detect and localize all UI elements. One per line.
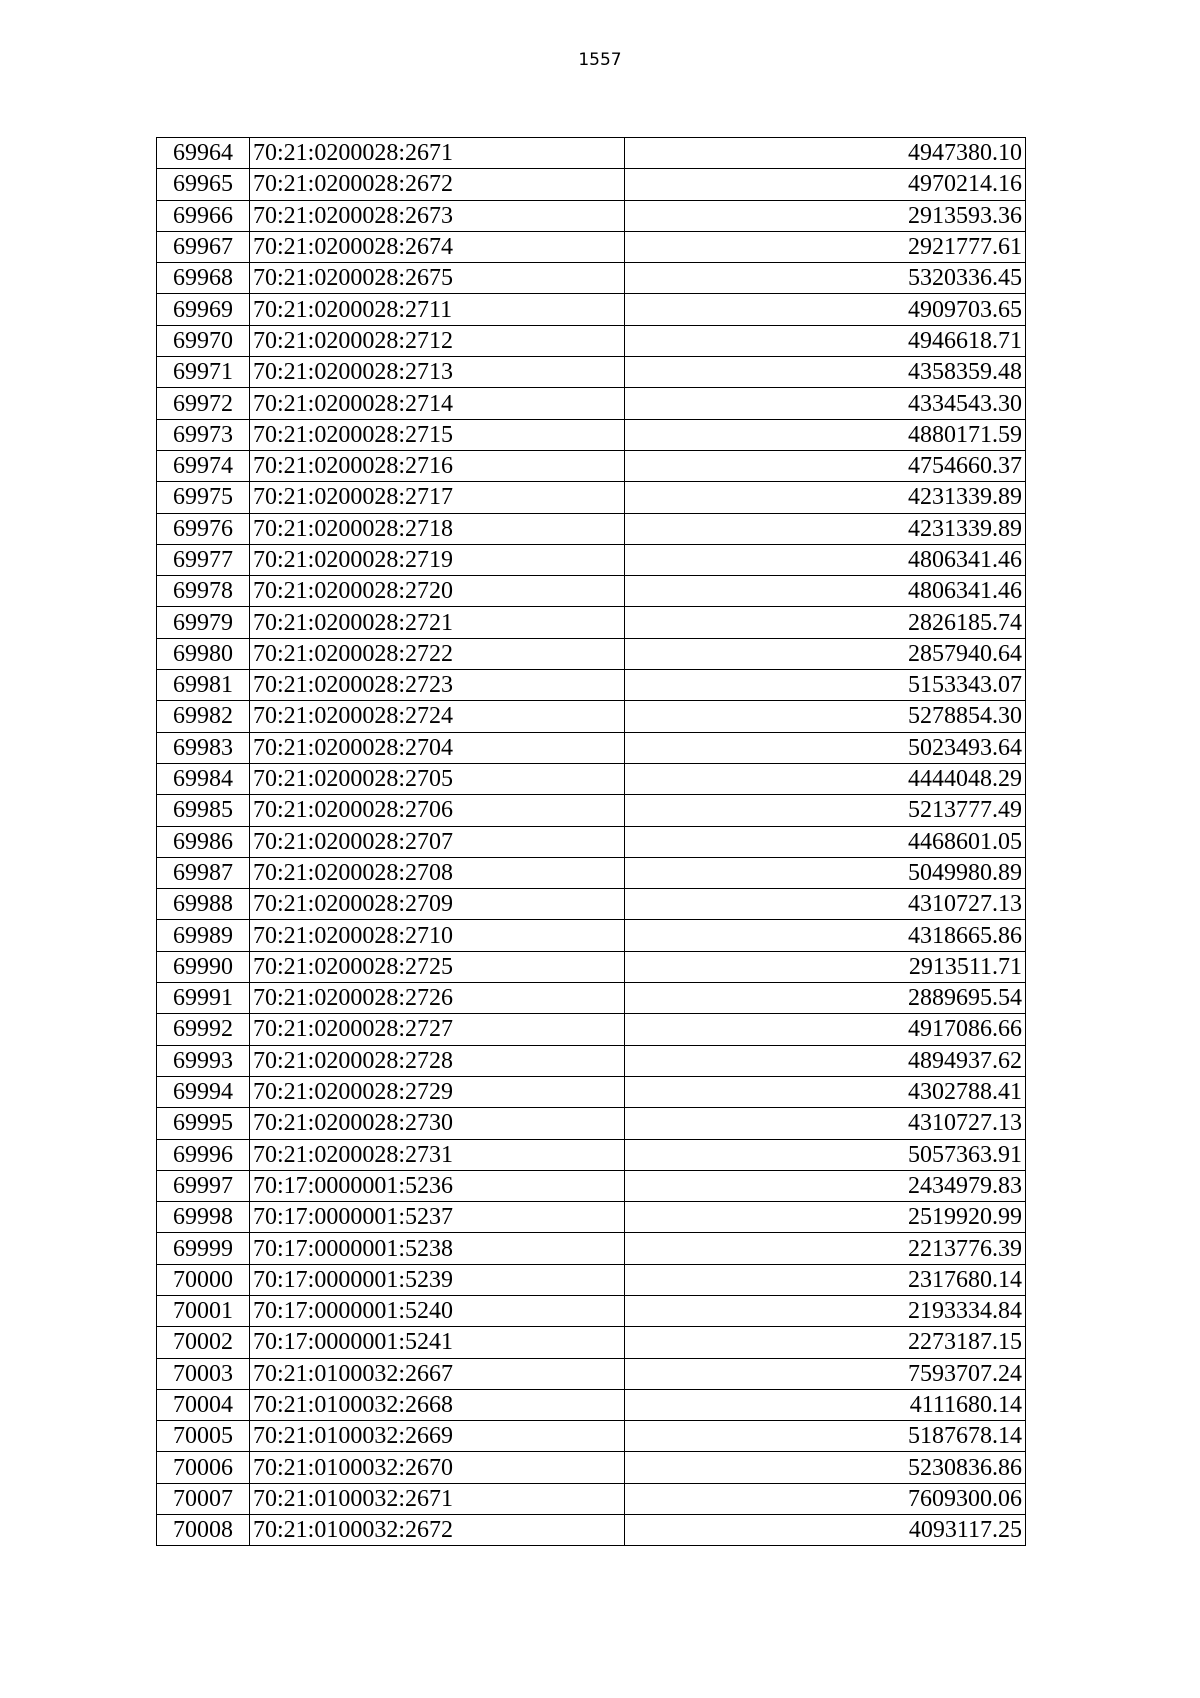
cadastral-number-cell: 70:21:0200028:2731	[250, 1139, 625, 1170]
cadastral-number-cell: 70:21:0200028:2706	[250, 795, 625, 826]
table-row	[157, 200, 1026, 231]
table-row	[157, 1014, 1026, 1045]
table-row	[157, 920, 1026, 951]
table-row	[157, 1170, 1026, 1201]
row-number-cell: 69986	[157, 826, 250, 857]
table-row	[157, 1327, 1026, 1358]
cadastral-value-cell: 2921777.61	[625, 231, 1026, 262]
cadastral-number-cell: 70:21:0200028:2675	[250, 263, 625, 294]
row-number-cell: 69979	[157, 607, 250, 638]
cadastral-number-cell: 70:21:0200028:2722	[250, 638, 625, 669]
cadastral-value-cell: 4947380.10	[625, 138, 1026, 169]
cadastral-number-cell: 70:17:0000001:5239	[250, 1264, 625, 1295]
cadastral-value-cell: 4468601.05	[625, 826, 1026, 857]
row-number-cell: 69976	[157, 513, 250, 544]
cadastral-number-cell: 70:17:0000001:5241	[250, 1327, 625, 1358]
row-number-cell: 69984	[157, 763, 250, 794]
cadastral-value-cell: 5213777.49	[625, 795, 1026, 826]
table-row	[157, 388, 1026, 419]
table-row	[157, 1421, 1026, 1452]
cadastral-value-cell: 4302788.41	[625, 1076, 1026, 1107]
cadastral-number-cell: 70:21:0200028:2709	[250, 889, 625, 920]
row-number-cell: 69985	[157, 795, 250, 826]
cadastral-value-cell: 5187678.14	[625, 1421, 1026, 1452]
cadastral-value-cell: 7609300.06	[625, 1483, 1026, 1514]
row-number-cell: 69968	[157, 263, 250, 294]
cadastral-value-cell: 4917086.66	[625, 1014, 1026, 1045]
cadastral-value-cell: 4334543.30	[625, 388, 1026, 419]
cadastral-number-cell: 70:21:0200028:2674	[250, 231, 625, 262]
table-row	[157, 889, 1026, 920]
row-number-cell: 69991	[157, 983, 250, 1014]
cadastral-number-cell: 70:21:0100032:2668	[250, 1389, 625, 1420]
table-row	[157, 1452, 1026, 1483]
cadastral-number-cell: 70:21:0200028:2671	[250, 138, 625, 169]
cadastral-value-cell: 4754660.37	[625, 450, 1026, 481]
cadastral-value-cell: 4231339.89	[625, 482, 1026, 513]
cadastral-number-cell: 70:21:0200028:2710	[250, 920, 625, 951]
row-number-cell: 69989	[157, 920, 250, 951]
table-body	[157, 138, 1026, 1546]
table-row	[157, 138, 1026, 169]
cadastral-value-cell: 2317680.14	[625, 1264, 1026, 1295]
table-row	[157, 1483, 1026, 1514]
cadastral-number-cell: 70:21:0200028:2705	[250, 763, 625, 794]
cadastral-number-cell: 70:21:0200028:2714	[250, 388, 625, 419]
cadastral-value-cell: 2519920.99	[625, 1202, 1026, 1233]
table-row	[157, 482, 1026, 513]
table-row	[157, 701, 1026, 732]
cadastral-value-cell: 5153343.07	[625, 670, 1026, 701]
row-number-cell: 69992	[157, 1014, 250, 1045]
cadastral-number-cell: 70:21:0100032:2667	[250, 1358, 625, 1389]
cadastral-number-cell: 70:21:0200028:2718	[250, 513, 625, 544]
cadastral-value-table	[156, 137, 1026, 1546]
cadastral-number-cell: 70:21:0200028:2721	[250, 607, 625, 638]
row-number-cell: 70004	[157, 1389, 250, 1420]
cadastral-number-cell: 70:21:0200028:2720	[250, 576, 625, 607]
table-row	[157, 1358, 1026, 1389]
row-number-cell: 69967	[157, 231, 250, 262]
cadastral-number-cell: 70:21:0200028:2716	[250, 450, 625, 481]
row-number-cell: 69990	[157, 951, 250, 982]
row-number-cell: 69998	[157, 1202, 250, 1233]
row-number-cell: 69980	[157, 638, 250, 669]
cadastral-value-cell: 5278854.30	[625, 701, 1026, 732]
cadastral-number-cell: 70:21:0200028:2726	[250, 983, 625, 1014]
table-row	[157, 763, 1026, 794]
cadastral-value-cell: 2913511.71	[625, 951, 1026, 982]
row-number-cell: 70007	[157, 1483, 250, 1514]
row-number-cell: 70000	[157, 1264, 250, 1295]
cadastral-number-cell: 70:21:0200028:2704	[250, 732, 625, 763]
cadastral-value-cell: 4231339.89	[625, 513, 1026, 544]
cadastral-number-cell: 70:21:0100032:2672	[250, 1515, 625, 1546]
cadastral-number-cell: 70:21:0200028:2672	[250, 169, 625, 200]
row-number-cell: 70006	[157, 1452, 250, 1483]
row-number-cell: 69965	[157, 169, 250, 200]
cadastral-value-cell: 2213776.39	[625, 1233, 1026, 1264]
cadastral-value-cell: 4310727.13	[625, 1108, 1026, 1139]
row-number-cell: 69975	[157, 482, 250, 513]
table-row	[157, 1515, 1026, 1546]
cadastral-value-cell: 4894937.62	[625, 1045, 1026, 1076]
row-number-cell: 70002	[157, 1327, 250, 1358]
table-row	[157, 325, 1026, 356]
row-number-cell: 69983	[157, 732, 250, 763]
row-number-cell: 70001	[157, 1295, 250, 1326]
table-row	[157, 732, 1026, 763]
cadastral-number-cell: 70:21:0200028:2712	[250, 325, 625, 356]
table-row	[157, 1295, 1026, 1326]
cadastral-value-cell: 7593707.24	[625, 1358, 1026, 1389]
cadastral-number-cell: 70:21:0200028:2730	[250, 1108, 625, 1139]
cadastral-number-cell: 70:21:0100032:2670	[250, 1452, 625, 1483]
cadastral-value-cell: 4806341.46	[625, 544, 1026, 575]
row-number-cell: 69994	[157, 1076, 250, 1107]
table-row	[157, 951, 1026, 982]
table-row	[157, 795, 1026, 826]
row-number-cell: 69978	[157, 576, 250, 607]
table-row	[157, 670, 1026, 701]
table-row	[157, 576, 1026, 607]
row-number-cell: 69970	[157, 325, 250, 356]
table-row	[157, 607, 1026, 638]
cadastral-value-cell: 4310727.13	[625, 889, 1026, 920]
row-number-cell: 69969	[157, 294, 250, 325]
table-row	[157, 983, 1026, 1014]
row-number-cell: 70005	[157, 1421, 250, 1452]
table-row	[157, 1233, 1026, 1264]
cadastral-value-cell: 4444048.29	[625, 763, 1026, 794]
cadastral-number-cell: 70:21:0200028:2719	[250, 544, 625, 575]
cadastral-value-cell: 5230836.86	[625, 1452, 1026, 1483]
cadastral-value-cell: 4806341.46	[625, 576, 1026, 607]
row-number-cell: 70008	[157, 1515, 250, 1546]
cadastral-number-cell: 70:21:0200028:2713	[250, 357, 625, 388]
cadastral-number-cell: 70:21:0100032:2669	[250, 1421, 625, 1452]
cadastral-number-cell: 70:21:0200028:2715	[250, 419, 625, 450]
cadastral-number-cell: 70:17:0000001:5238	[250, 1233, 625, 1264]
cadastral-value-cell: 5057363.91	[625, 1139, 1026, 1170]
row-number-cell: 69988	[157, 889, 250, 920]
cadastral-number-cell: 70:21:0200028:2711	[250, 294, 625, 325]
cadastral-value-cell: 4111680.14	[625, 1389, 1026, 1420]
cadastral-number-cell: 70:21:0200028:2729	[250, 1076, 625, 1107]
table-row	[157, 826, 1026, 857]
cadastral-value-cell: 2273187.15	[625, 1327, 1026, 1358]
row-number-cell: 69993	[157, 1045, 250, 1076]
cadastral-number-cell: 70:21:0200028:2717	[250, 482, 625, 513]
row-number-cell: 69971	[157, 357, 250, 388]
table-row	[157, 294, 1026, 325]
row-number-cell: 69977	[157, 544, 250, 575]
cadastral-number-cell: 70:21:0200028:2708	[250, 857, 625, 888]
cadastral-number-cell: 70:21:0200028:2724	[250, 701, 625, 732]
cadastral-value-cell: 4880171.59	[625, 419, 1026, 450]
row-number-cell: 69981	[157, 670, 250, 701]
cadastral-value-cell: 2434979.83	[625, 1170, 1026, 1201]
table-row	[157, 231, 1026, 262]
cadastral-number-cell: 70:17:0000001:5236	[250, 1170, 625, 1201]
cadastral-number-cell: 70:17:0000001:5240	[250, 1295, 625, 1326]
cadastral-number-cell: 70:21:0200028:2725	[250, 951, 625, 982]
row-number-cell: 69996	[157, 1139, 250, 1170]
table-row	[157, 544, 1026, 575]
table-row	[157, 419, 1026, 450]
table-row	[157, 1264, 1026, 1295]
page-number: 1557	[578, 50, 622, 70]
cadastral-number-cell: 70:21:0200028:2727	[250, 1014, 625, 1045]
cadastral-value-cell: 4358359.48	[625, 357, 1026, 388]
row-number-cell: 69997	[157, 1170, 250, 1201]
cadastral-number-cell: 70:17:0000001:5237	[250, 1202, 625, 1233]
row-number-cell: 69972	[157, 388, 250, 419]
cadastral-number-cell: 70:21:0200028:2673	[250, 200, 625, 231]
cadastral-value-cell: 4946618.71	[625, 325, 1026, 356]
cadastral-number-cell: 70:21:0200028:2728	[250, 1045, 625, 1076]
table-row	[157, 1045, 1026, 1076]
row-number-cell: 69966	[157, 200, 250, 231]
table-row	[157, 513, 1026, 544]
table-row	[157, 1139, 1026, 1170]
table-row	[157, 857, 1026, 888]
row-number-cell: 69973	[157, 419, 250, 450]
table-row	[157, 1202, 1026, 1233]
cadastral-value-cell: 2913593.36	[625, 200, 1026, 231]
table-row	[157, 263, 1026, 294]
cadastral-value-cell: 2857940.64	[625, 638, 1026, 669]
cadastral-number-cell: 70:21:0200028:2707	[250, 826, 625, 857]
cadastral-number-cell: 70:21:0100032:2671	[250, 1483, 625, 1514]
row-number-cell: 69964	[157, 138, 250, 169]
row-number-cell: 69987	[157, 857, 250, 888]
table-row	[157, 450, 1026, 481]
cadastral-number-cell: 70:21:0200028:2723	[250, 670, 625, 701]
table-row	[157, 1108, 1026, 1139]
table-row	[157, 1076, 1026, 1107]
cadastral-value-cell: 2889695.54	[625, 983, 1026, 1014]
cadastral-value-cell: 2193334.84	[625, 1295, 1026, 1326]
cadastral-value-cell: 5023493.64	[625, 732, 1026, 763]
table-row	[157, 169, 1026, 200]
row-number-cell: 69974	[157, 450, 250, 481]
cadastral-value-cell: 4909703.65	[625, 294, 1026, 325]
row-number-cell: 70003	[157, 1358, 250, 1389]
cadastral-value-cell: 4318665.86	[625, 920, 1026, 951]
cadastral-value-cell: 4093117.25	[625, 1515, 1026, 1546]
table-row	[157, 357, 1026, 388]
row-number-cell: 69982	[157, 701, 250, 732]
cadastral-value-cell: 5049980.89	[625, 857, 1026, 888]
row-number-cell: 69999	[157, 1233, 250, 1264]
cadastral-value-cell: 5320336.45	[625, 263, 1026, 294]
table-row	[157, 638, 1026, 669]
table-row	[157, 1389, 1026, 1420]
cadastral-value-cell: 4970214.16	[625, 169, 1026, 200]
cadastral-value-cell: 2826185.74	[625, 607, 1026, 638]
row-number-cell: 69995	[157, 1108, 250, 1139]
